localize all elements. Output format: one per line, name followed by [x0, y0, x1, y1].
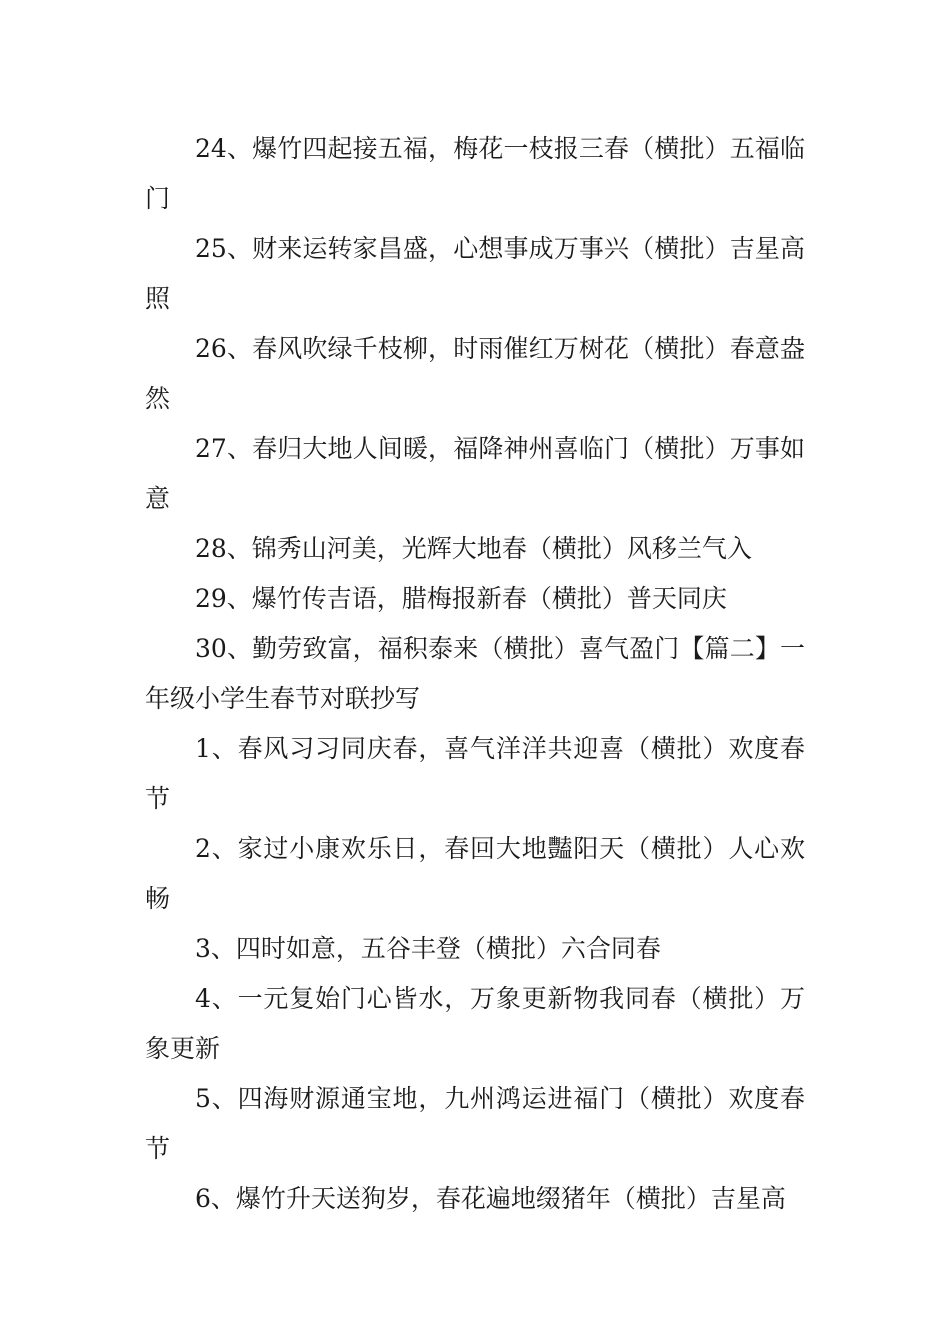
couplet-paragraph-with-section-heading: 30、勤劳致富，福积泰来（横批）喜气盈门【篇二】一年级小学生春节对联抄写	[145, 634, 805, 713]
couplet-paragraph: 5、四海财源通宝地，九州鸿运进福门（横批）欢度春节	[145, 1084, 805, 1163]
couplet-paragraph: 27、春归大地人间暖，福降神州喜临门（横批）万事如意	[145, 434, 805, 513]
couplet-paragraph: 28、锦秀山河美，光辉大地春（横批）风移兰气入	[195, 534, 752, 563]
couplet-paragraph: 1、春风习习同庆春，喜气洋洋共迎喜（横批）欢度春节	[145, 734, 805, 813]
couplet-paragraph: 6、爆竹升天送狗岁，春花遍地缀猪年（横批）吉星高	[195, 1184, 786, 1213]
couplet-paragraph: 2、家过小康欢乐日，春回大地豔阳天（横批）人心欢畅	[145, 834, 805, 913]
couplet-paragraph: 29、爆竹传吉语，腊梅报新春（横批）普天同庆	[195, 584, 727, 613]
couplet-paragraph: 4、一元复始门心皆水，万象更新物我同春（横批）万象更新	[145, 984, 805, 1063]
couplet-paragraph: 25、财来运转家昌盛，心想事成万事兴（横批）吉星高照	[145, 234, 805, 313]
couplet-paragraph: 24、爆竹四起接五福，梅花一枝报三春（横批）五福临门	[145, 134, 805, 213]
couplet-paragraph: 26、春风吹绿千枝柳，时雨催红万树花（横批）春意盎然	[145, 334, 805, 413]
couplet-paragraph: 3、四时如意，五谷丰登（横批）六合同春	[195, 934, 661, 963]
document-body	[145, 124, 805, 1224]
